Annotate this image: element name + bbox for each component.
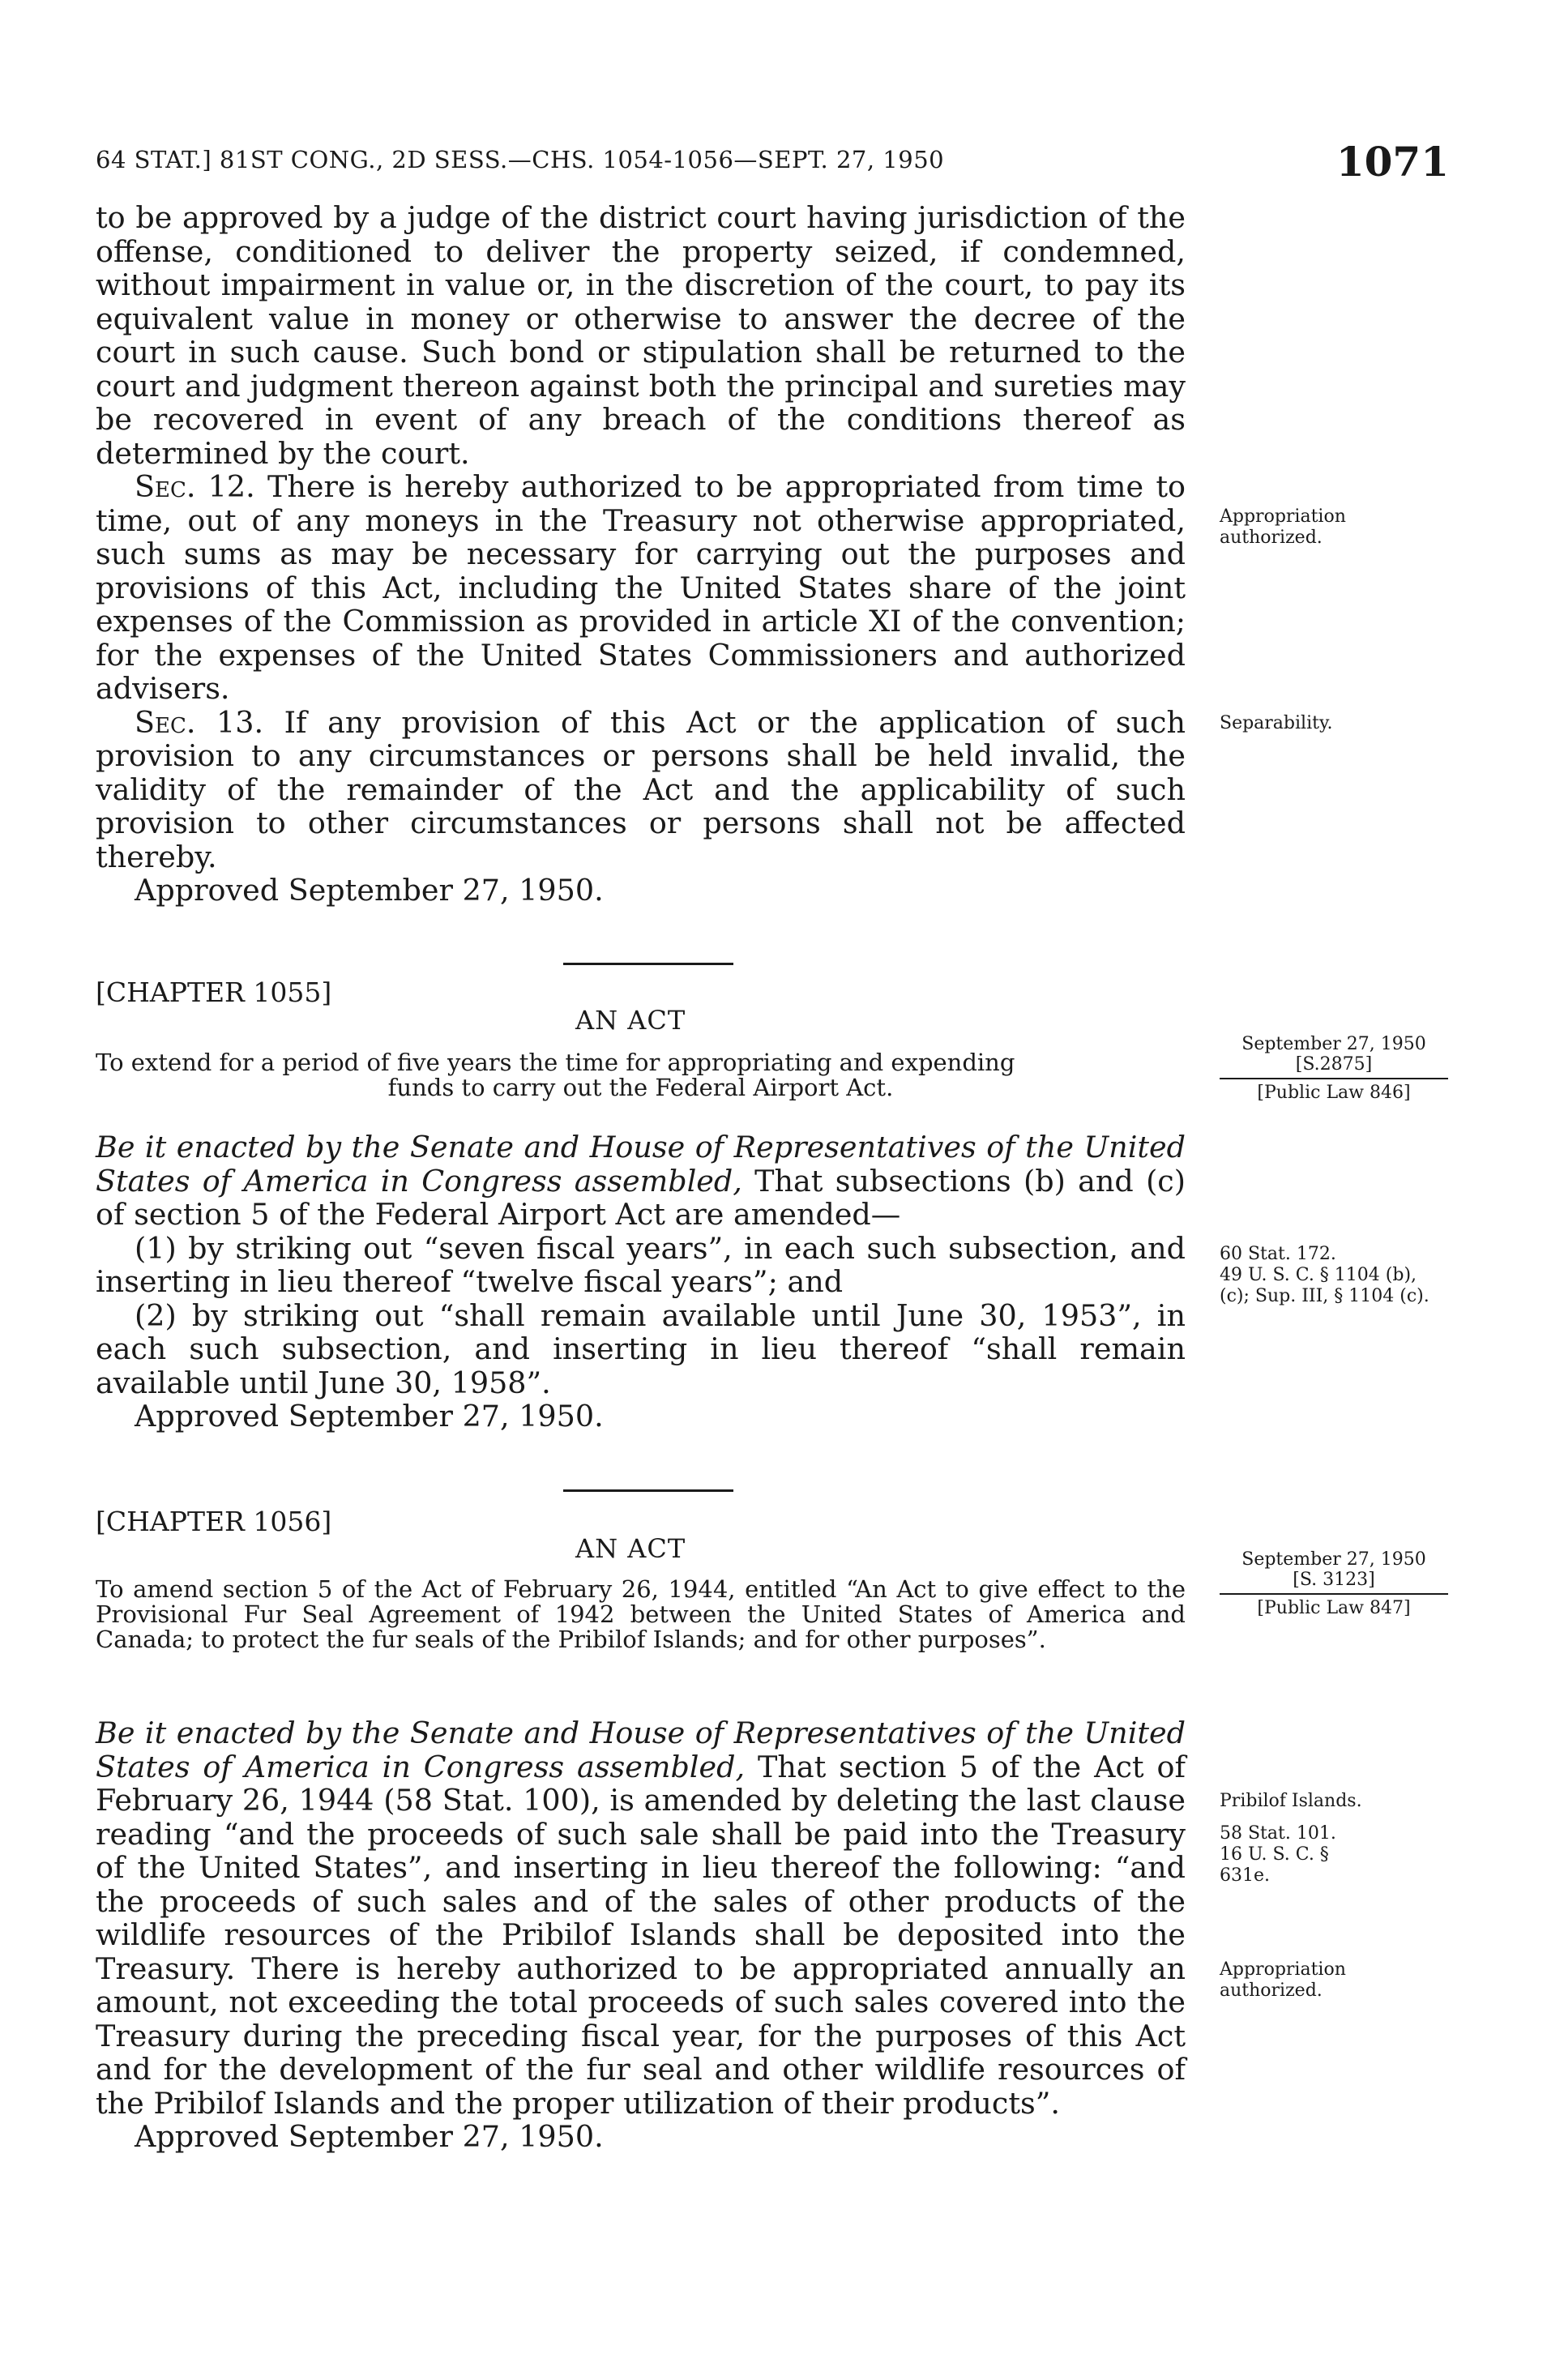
- section-13-label: Sec. 13.: [135, 704, 264, 740]
- chapter-1056-label: [CHAPTER 1056]: [96, 1506, 332, 1537]
- chapter-1055-approved: Approved September 27, 1950.: [135, 1399, 604, 1434]
- chapter-1056-body: [96, 1716, 1186, 2154]
- chapter-1055-enacting-italic: Be it enacted by the Senate and House of Representatives of the United States of America in Congress assembled,: [96, 1130, 1186, 1199]
- chapter-1056-date: September 27, 1950: [1241, 1549, 1426, 1570]
- chapter-1056-enacting-rest: That section 5 of the Act of February 26, 1944 (58 Stat. 100), is amended by deleting the last clause reading “and the proceeds of such sale shall be paid into the Treasury of the United States”, and inserting in lieu thereof the following: “and the proceeds of such sales and of the sales of other products of the wildlife resources of the Pribilof Islands shall be deposited into the Treasury. There is hereby authorized to be appropriated annually an amount, not exceeding the total proceeds of such sales covered into the Treasury during the preceding fiscal year, for the purposes of this Act and for the development of the fur seal and other wildlife resources of the Pribilof Islands and the proper utilization of their products”.: [96, 1749, 1186, 2121]
- chapter-1055-law: [Public Law 846]: [1257, 1083, 1411, 1103]
- chapter-1055-body: [96, 1130, 1186, 1434]
- chapter-1055-label: [CHAPTER 1055]: [96, 976, 332, 1008]
- section-divider-1: [563, 963, 733, 965]
- chapter-1056-margin-cite2: 16 U. S. C. § 631e.: [1220, 1844, 1329, 1886]
- section-13: [96, 706, 1186, 874]
- chapter-1055-date: September 27, 1950: [1241, 1034, 1426, 1054]
- section-13-text: If any provision of this Act or the application of such provision to any circumstances or persons shall be held invalid, the validity of the remainder of the Act and the applicability of such provision to other circumstances or persons shall not be affected thereby.: [96, 704, 1186, 874]
- chapter-1055-sidebox: [1220, 1034, 1448, 1103]
- chapter-1055-act-heading: AN ACT: [575, 1005, 686, 1036]
- section-divider-2: [563, 1489, 733, 1492]
- chapter-1056-enacting: [96, 1716, 1186, 2120]
- chapter-1056-margin-cites: [1220, 1823, 1382, 1886]
- chapter-1055-title-line1: To extend for a period of five years the time for appropriating and expending: [96, 1049, 1015, 1076]
- chapter-1056-act-heading: AN ACT: [575, 1533, 686, 1564]
- chapter-1056-enacting-italic: Be it enacted by the Senate and House of Representatives of the United States of America in Congress assembled,: [96, 1716, 1186, 1784]
- chapter-1056-margin-appropriation: Appropriation authorized.: [1220, 1959, 1346, 2001]
- chapter-1056-title: [96, 1577, 1186, 1652]
- chapter-1055-margin-cite1: 60 Stat. 172.: [1220, 1244, 1336, 1264]
- chapter-1056-margin-pribilof: Pribilof Islands.: [1220, 1791, 1362, 1811]
- chapter-1055-bill: [S.2875]: [1295, 1054, 1373, 1075]
- chapter-1056-side-rule: [1220, 1593, 1448, 1595]
- chapter-1055-item2: (2) by striking out “shall remain available until June 30, 1953”, in each such subsection, and inserting in lieu thereof “shall remain available until June 30, 1958”.: [96, 1297, 1186, 1400]
- chapter-1055-item1: (1) by striking out “seven fiscal years”, in each such subsection, and inserting in lieu thereof “twelve fiscal years”; and: [96, 1230, 1186, 1299]
- chapter-1055-title-line2: funds to carry out the Federal Airport Act.: [387, 1074, 894, 1101]
- chapter-1056-bill: [S. 3123]: [1293, 1570, 1375, 1590]
- chapter-1055-margin-cite2: 49 U. S. C. § 1104 (b), (c); Sup. III, § 1104 (c).: [1220, 1265, 1429, 1306]
- margin-note-separability: Separability.: [1220, 713, 1333, 733]
- running-head: 64 STAT.] 81ST CONG., 2D SESS.—CHS. 1054-1056—SEPT. 27, 1950: [96, 146, 945, 173]
- chapter-1056-approved: Approved September 27, 1950.: [135, 2119, 604, 2154]
- chapter-1056-margin-cite1: 58 Stat. 101.: [1220, 1823, 1336, 1844]
- top-section-body: [96, 201, 1186, 908]
- margin-note-appropriation: Appropriation authorized.: [1220, 506, 1346, 548]
- continuation-paragraph: to be approved by a judge of the district court having jurisdiction of the offense, conditioned to deliver the property seized, if condemned, without impairment in value or, in the discretion of the court, to pay its equivalent value in money or otherwise to answer the decree of the court in such cause. Such bond or stipulation shall be returned to the court and judgment thereon against both the principal and sureties may be recovered in event of any breach of the conditions thereof as determined by the court.: [96, 200, 1186, 471]
- approved-line-top: Approved September 27, 1950.: [135, 873, 604, 908]
- section-12-text: There is hereby authorized to be appropriated from time to time, out of any moneys in the Treasury not otherwise appropriated, such sums as may be necessary for carrying out the purposes and provisions of this Act, including the United States share of the joint expenses of the Commission as provided in article XI of the convention; for the expenses of the United States Commissioners and authorized advisers.: [96, 469, 1186, 706]
- chapter-1055-enacting-rest: That subsections (b) and (c) of section 5 of the Federal Airport Act are amended—: [96, 1163, 1186, 1232]
- section-12-label: Sec. 12.: [135, 469, 255, 504]
- page-number: 1071: [1335, 138, 1449, 186]
- page-header: [96, 138, 1449, 186]
- section-12: [96, 470, 1186, 706]
- chapter-1055-enacting: [96, 1130, 1186, 1232]
- chapter-1056-law: [Public Law 847]: [1257, 1598, 1411, 1618]
- chapter-1056-sidebox: [1220, 1549, 1448, 1618]
- chapter-1055-side-rule: [1220, 1078, 1448, 1079]
- chapter-1055-margin-cites: [1220, 1244, 1438, 1307]
- chapter-1055-title: [96, 1050, 1186, 1100]
- chapter-1056-title-text: To amend section 5 of the Act of February 26, 1944, entitled “An Act to give effect to the Provisional Fur Seal Agreement of 1942 between the United States of America and Canada; to protect the fur seals of the Pribilof Islands; and for other purposes”.: [96, 1575, 1186, 1653]
